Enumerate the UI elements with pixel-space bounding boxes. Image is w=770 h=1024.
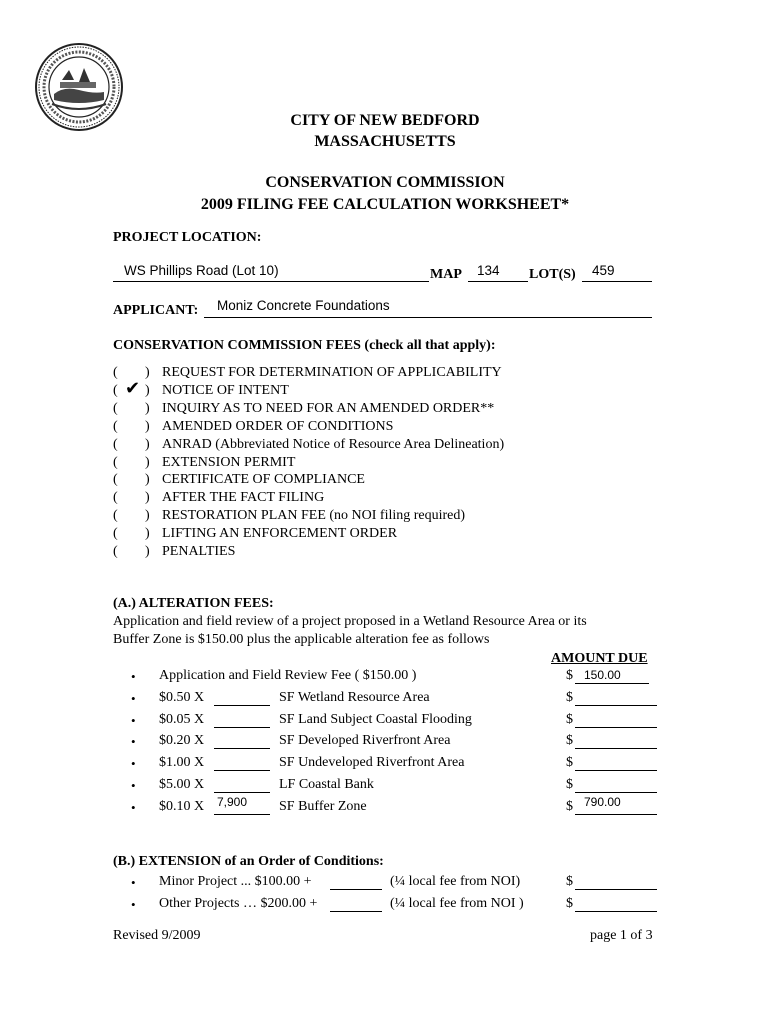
- fee-option-label: REQUEST FOR DETERMINATION OF APPLICABILITY: [162, 365, 502, 380]
- fee-option-label: RESTORATION PLAN FEE (no NOI filing required): [162, 508, 466, 524]
- amount-line: [575, 748, 657, 749]
- extension-fee-line[interactable]: [330, 911, 382, 912]
- fee-option-label: AFTER THE FACT FILING: [162, 490, 325, 506]
- dollar-sign: $: [566, 776, 573, 792]
- bullet-icon: •: [131, 691, 136, 706]
- checkbox-left-paren: (: [113, 472, 118, 488]
- checkbox-left-paren: (: [113, 526, 118, 542]
- applicant-line: [204, 317, 652, 318]
- alteration-unit: LF Coastal Bank: [279, 776, 374, 792]
- fee-option-label: EXTENSION PERMIT: [162, 454, 296, 470]
- fee-option-label: AMENDED ORDER OF CONDITIONS: [162, 418, 394, 434]
- dollar-sign: $: [566, 798, 573, 814]
- checkbox-left-paren: (: [113, 508, 118, 524]
- amount-line: [575, 770, 657, 771]
- alteration-unit: SF Wetland Resource Area: [279, 690, 430, 705]
- amount-line: [575, 792, 657, 793]
- alteration-rate: $0.10 X: [159, 798, 205, 814]
- extension-note: (¼ local fee from NOI): [390, 874, 521, 889]
- quantity-line: [214, 792, 270, 793]
- project-location-field[interactable]: WS Phillips Road (Lot 10): [124, 263, 279, 278]
- review-fee-amount[interactable]: 150.00: [584, 668, 621, 682]
- checkmark-icon: ✔: [125, 377, 141, 399]
- amount-line: [575, 889, 657, 890]
- project-location-label: PROJECT LOCATION:: [113, 230, 262, 245]
- city-title: CITY OF NEW BEDFORD: [290, 112, 480, 129]
- amount-line: [575, 911, 657, 912]
- applicant-label: APPLICANT:: [113, 303, 199, 318]
- quantity-field[interactable]: 7,900: [217, 794, 248, 809]
- checkbox-right-paren: ): [145, 436, 150, 452]
- checkbox-right-paren: ): [145, 400, 150, 416]
- amount-due-label: AMOUNT DUE: [551, 651, 648, 666]
- checkbox-right-paren: ): [145, 418, 150, 434]
- review-fee-line: [575, 683, 649, 684]
- fees-heading: CONSERVATION COMMISSION FEES (check all that apply):: [113, 338, 496, 353]
- state-title: MASSACHUSETTS: [314, 133, 456, 150]
- lots-field[interactable]: 459: [592, 263, 615, 278]
- alteration-rate: $5.00 X: [159, 776, 205, 792]
- alteration-desc-line2: Buffer Zone is $150.00 plus the applicable alteration fee as follows: [113, 632, 490, 647]
- fee-option-label: LIFTING AN ENFORCEMENT ORDER: [162, 526, 398, 542]
- checkbox-left-paren: (: [113, 544, 118, 559]
- dollar-sign: $: [566, 755, 573, 771]
- commission-title: CONSERVATION COMMISSION: [265, 174, 505, 191]
- lots-line: [582, 281, 652, 282]
- dollar-sign: $: [566, 690, 573, 705]
- alteration-rate: $0.20 X: [159, 733, 205, 749]
- bullet-icon: •: [131, 875, 136, 890]
- amount-line: [575, 814, 657, 815]
- alteration-unit: SF Buffer Zone: [279, 798, 367, 814]
- quantity-line: [214, 770, 270, 771]
- alteration-heading: (A.) ALTERATION FEES:: [113, 596, 274, 611]
- alteration-unit: SF Undeveloped Riverfront Area: [279, 755, 465, 771]
- page-number: page 1 of 3: [590, 928, 653, 943]
- quantity-line: [214, 705, 270, 706]
- fee-option-label: INQUIRY AS TO NEED FOR AN AMENDED ORDER**: [162, 400, 495, 416]
- map-field[interactable]: 134: [477, 263, 500, 278]
- extension-fee-line[interactable]: [330, 889, 382, 890]
- amount-line: [575, 705, 657, 706]
- checkbox-right-paren: ): [145, 472, 150, 488]
- checkbox-left-paren: (: [113, 490, 118, 506]
- bullet-icon: •: [131, 669, 136, 684]
- review-fee-dollar: $: [566, 668, 573, 683]
- checkbox-left-paren: (: [113, 418, 118, 434]
- project-location-line: [113, 281, 429, 282]
- dollar-sign: $: [566, 874, 573, 889]
- review-fee-label: Application and Field Review Fee ( $150.00 ): [159, 668, 417, 683]
- bullet-icon: •: [131, 712, 136, 728]
- revised-date: Revised 9/2009: [113, 928, 201, 943]
- checkbox-right-paren: ): [145, 508, 150, 524]
- extension-note: (¼ local fee from NOI ): [390, 896, 524, 911]
- checkbox-right-paren: ): [145, 526, 150, 542]
- fee-option-label: CERTIFICATE OF COMPLIANCE: [162, 472, 365, 488]
- lots-label: LOT(S): [529, 267, 576, 282]
- bullet-icon: •: [131, 799, 136, 815]
- extension-label: Other Projects … $200.00 +: [159, 896, 318, 911]
- applicant-field[interactable]: Moniz Concrete Foundations: [217, 298, 390, 313]
- checkbox-right-paren: ): [145, 544, 150, 559]
- quantity-line: [214, 727, 270, 728]
- alteration-unit: SF Land Subject Coastal Flooding: [279, 711, 472, 727]
- quantity-line: [214, 814, 270, 815]
- fee-option-label: PENALTIES: [162, 544, 236, 559]
- checkbox-left-paren: (: [113, 436, 118, 452]
- amount-field[interactable]: 790.00: [584, 794, 621, 809]
- checkbox-left-paren: (: [113, 365, 118, 380]
- checkbox-right-paren: ): [145, 365, 150, 380]
- alteration-unit: SF Developed Riverfront Area: [279, 733, 451, 749]
- alteration-rate: $1.00 X: [159, 755, 205, 771]
- map-line: [468, 281, 528, 282]
- extension-heading: (B.) EXTENSION of an Order of Conditions:: [113, 854, 384, 869]
- checkbox-left-paren: (: [113, 454, 118, 470]
- bullet-icon: •: [131, 777, 136, 793]
- bullet-icon: •: [131, 897, 136, 912]
- alteration-desc-line1: Application and field review of a project proposed in a Wetland Resource Area or its: [113, 614, 587, 629]
- bullet-icon: •: [131, 756, 136, 772]
- amount-line: [575, 727, 657, 728]
- checkbox-right-paren: ): [145, 454, 150, 470]
- quantity-line: [214, 748, 270, 749]
- alteration-rate: $0.50 X: [159, 690, 205, 705]
- dollar-sign: $: [566, 896, 573, 911]
- bullet-icon: •: [131, 734, 136, 750]
- dollar-sign: $: [566, 733, 573, 749]
- checkbox-left-paren: (: [113, 382, 118, 398]
- checkbox-right-paren: ): [145, 382, 150, 398]
- map-label: MAP: [430, 267, 462, 282]
- checkbox-left-paren: (: [113, 400, 118, 416]
- fee-option-label: NOTICE OF INTENT: [162, 382, 289, 398]
- extension-label: Minor Project ... $100.00 +: [159, 874, 312, 889]
- dollar-sign: $: [566, 711, 573, 727]
- worksheet-title: 2009 FILING FEE CALCULATION WORKSHEET*: [200, 196, 570, 213]
- alteration-rate: $0.05 X: [159, 711, 205, 727]
- checkbox-right-paren: ): [145, 490, 150, 506]
- fee-option-label: ANRAD (Abbreviated Notice of Resource Area Delineation): [162, 436, 505, 452]
